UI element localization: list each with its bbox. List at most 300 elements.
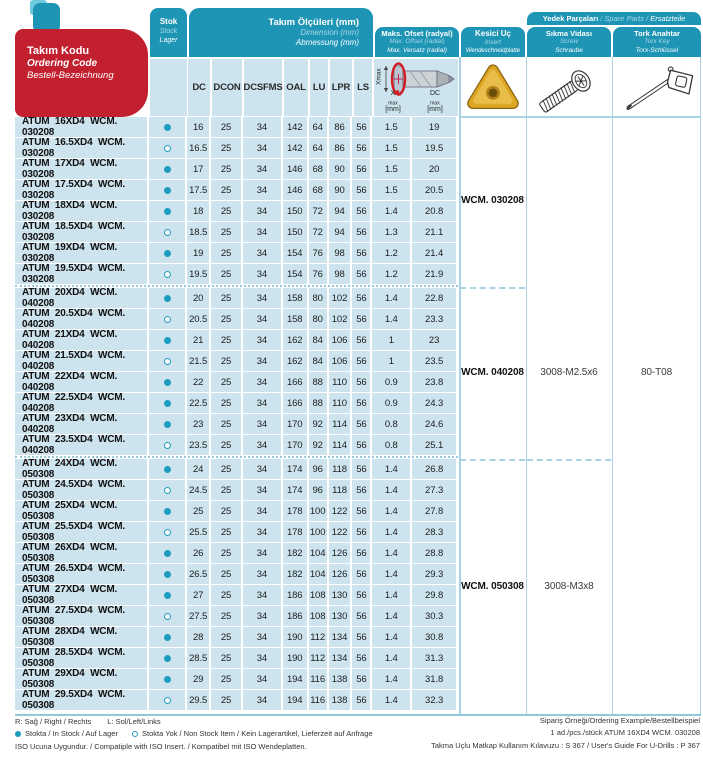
cell-oal: 166 (283, 372, 307, 392)
cell-dcsfms: 34 (243, 585, 281, 605)
cell-lpr: 110 (329, 372, 351, 392)
cell-dcmax: 23 (412, 330, 456, 350)
cell-dc: 20 (187, 288, 209, 308)
cell-stock (149, 606, 185, 626)
cell-ls: 56 (352, 501, 370, 521)
cell-dcsfms: 34 (243, 351, 281, 371)
cell-dcon: 25 (211, 393, 241, 413)
cell-oal: 182 (283, 543, 307, 563)
table-row (15, 117, 458, 137)
cell-lpr: 118 (329, 459, 351, 479)
cell-ls: 56 (352, 585, 370, 605)
cell-oal: 178 (283, 522, 307, 542)
cell-xmax: 1.3 (372, 222, 410, 242)
cell-dcmax: 28.3 (412, 522, 456, 542)
cell-lu: 84 (309, 351, 327, 371)
torx-key-image-cell (613, 59, 701, 116)
insert-code: WCM. 050308 (461, 581, 524, 592)
dim-col-label-lpr: LPR (330, 59, 352, 116)
cell-dcsfms: 34 (243, 180, 281, 200)
in-stock-dot (164, 337, 171, 344)
in-stock-dot (164, 400, 171, 407)
cell-dc: 16 (187, 117, 209, 137)
cell-dc: 19 (187, 243, 209, 263)
cell-dcmax: 20.8 (412, 201, 456, 221)
cell-lu: 104 (309, 564, 327, 584)
cell-code: ATUM 23.5XD4 WCM. 040208 (15, 435, 147, 455)
cell-dcmax: 19 (412, 117, 456, 137)
in-stock-dot (164, 166, 171, 173)
table-row (15, 435, 458, 455)
non-stock-dot (164, 229, 171, 236)
cell-dcmax: 30.3 (412, 606, 456, 626)
cell-lu: 108 (309, 606, 327, 626)
table-row (15, 669, 458, 689)
cell-oal: 162 (283, 330, 307, 350)
user-guide-ref: Takma Uçlu Matkap Kullanım Kılavuzu : S 367 / User's Guide For U-Drills : P 367 (431, 741, 700, 750)
cell-dcon: 25 (211, 648, 241, 668)
cell-lpr: 90 (329, 159, 351, 179)
dim-col-label-dcsfms: DCSFMS (244, 59, 282, 116)
cell-dcmax: 20.5 (412, 180, 456, 200)
cell-code: ATUM 21.5XD4 WCM. 040208 (15, 351, 147, 371)
dim-col-label-lu: LU (310, 59, 328, 116)
in-stock-dot (164, 634, 171, 641)
cell-stock (149, 459, 185, 479)
cell-dcon: 25 (211, 159, 241, 179)
cell-lu: 88 (309, 393, 327, 413)
cell-stock (149, 648, 185, 668)
cell-code: ATUM 19.5XD4 WCM. 030208 (15, 264, 147, 284)
cell-xmax: 1.4 (372, 585, 410, 605)
cell-dcon: 25 (211, 480, 241, 500)
non-stock-dot (164, 613, 171, 620)
clamping-screw-icon (529, 62, 609, 114)
cell-lpr: 102 (329, 309, 351, 329)
in-stock-dot (164, 124, 171, 131)
cell-dcsfms: 34 (243, 564, 281, 584)
cell-xmax: 1.4 (372, 627, 410, 647)
cell-dcsfms: 34 (243, 117, 281, 137)
cell-lpr: 122 (329, 522, 351, 542)
cell-code: ATUM 18.5XD4 WCM. 030208 (15, 222, 147, 242)
table-row (15, 243, 458, 263)
cell-lu: 100 (309, 522, 327, 542)
cell-dcmax: 20 (412, 159, 456, 179)
cell-xmax: 1.4 (372, 480, 410, 500)
cell-dcsfms: 34 (243, 543, 281, 563)
cell-xmax: 1.5 (372, 138, 410, 158)
in-stock-dot (164, 571, 171, 578)
max-offset-header: Maks. Ofset (radyal) Max. Offset (radial) Max. Versatz (radial) (375, 27, 459, 57)
cell-ls: 56 (352, 414, 370, 434)
cell-xmax: 1.4 (372, 543, 410, 563)
cell-oal: 190 (283, 627, 307, 647)
in-stock-dot (164, 508, 171, 515)
cell-dc: 19.5 (187, 264, 209, 284)
cell-dcon: 25 (211, 117, 241, 137)
cell-dcon: 25 (211, 606, 241, 626)
stock-subheader-cell (150, 59, 187, 116)
cell-dc: 27.5 (187, 606, 209, 626)
non-stock-dot (164, 529, 171, 536)
group-dashed-divider (527, 459, 611, 461)
cell-dc: 22 (187, 372, 209, 392)
dim-col-label-ls: LS (354, 59, 372, 116)
in-stock-dot (164, 592, 171, 599)
cell-lpr: 94 (329, 201, 351, 221)
legend-iso: ISO Ucuna Uygundur. / Compatiple with ISO Insert. / Kompatibel mit ISO Wendeplatten. (15, 742, 307, 751)
cell-oal: 150 (283, 222, 307, 242)
cell-lpr: 138 (329, 690, 351, 710)
ordering-example: 1 ad./pcs./stück ATUM 16XD4 WCM. 030208 (550, 728, 700, 737)
table-row (15, 522, 458, 542)
cell-oal: 158 (283, 309, 307, 329)
cell-stock (149, 222, 185, 242)
cell-code: ATUM 25XD4 WCM. 050308 (15, 501, 147, 521)
cell-stock (149, 522, 185, 542)
cell-oal: 162 (283, 351, 307, 371)
cell-dc: 20.5 (187, 309, 209, 329)
in-stock-dot (164, 676, 171, 683)
cell-oal: 186 (283, 585, 307, 605)
cell-code: ATUM 21XD4 WCM. 040208 (15, 330, 147, 350)
cell-xmax: 1.4 (372, 201, 410, 221)
cell-ls: 56 (352, 480, 370, 500)
cell-dcsfms: 34 (243, 288, 281, 308)
cell-lu: 108 (309, 585, 327, 605)
cell-dcon: 25 (211, 201, 241, 221)
cell-lpr: 102 (329, 288, 351, 308)
cell-dcmax: 31.8 (412, 669, 456, 689)
cell-dcon: 25 (211, 309, 241, 329)
cell-stock (149, 564, 185, 584)
cell-dcsfms: 34 (243, 501, 281, 521)
cell-ls: 56 (352, 459, 370, 479)
table-row (15, 201, 458, 221)
offset-sub-column-labels (374, 90, 458, 113)
cell-dcmax: 21.4 (412, 243, 456, 263)
screw-code: 3008-M2.5x6 (540, 367, 598, 378)
cell-lu: 116 (309, 669, 327, 689)
cell-lpr: 94 (329, 222, 351, 242)
cell-stock (149, 501, 185, 521)
cell-oal: 186 (283, 606, 307, 626)
cell-stock (149, 159, 185, 179)
ordering-table (15, 117, 458, 711)
cell-dcon: 25 (211, 222, 241, 242)
cell-code: ATUM 26.5XD4 WCM. 050308 (15, 564, 147, 584)
cell-code: ATUM 23XD4 WCM. 040208 (15, 414, 147, 434)
cell-oal: 190 (283, 648, 307, 668)
cell-xmax: 1.4 (372, 522, 410, 542)
cell-stock (149, 435, 185, 455)
cell-ls: 56 (352, 159, 370, 179)
cell-lpr: 86 (329, 138, 351, 158)
cell-dcmax: 30.8 (412, 627, 456, 647)
non-stock-dot (164, 358, 171, 365)
cell-lu: 76 (309, 243, 327, 263)
cell-code: ATUM 25.5XD4 WCM. 050308 (15, 522, 147, 542)
cell-dc: 26.5 (187, 564, 209, 584)
cell-dcmax: 24.6 (412, 414, 456, 434)
cell-ls: 56 (352, 627, 370, 647)
cell-lpr: 130 (329, 606, 351, 626)
cell-lpr: 126 (329, 564, 351, 584)
cell-dcon: 25 (211, 522, 241, 542)
cell-code: ATUM 18XD4 WCM. 030208 (15, 201, 147, 221)
cell-stock (149, 117, 185, 137)
cell-stock (149, 669, 185, 689)
cell-code: ATUM 17.5XD4 WCM. 030208 (15, 180, 147, 200)
cell-stock (149, 414, 185, 434)
cell-lu: 68 (309, 180, 327, 200)
cell-oal: 174 (283, 459, 307, 479)
cell-dc: 27 (187, 585, 209, 605)
cell-dcsfms: 34 (243, 138, 281, 158)
cell-dc: 29 (187, 669, 209, 689)
cell-xmax: 1.2 (372, 243, 410, 263)
cell-oal: 194 (283, 669, 307, 689)
cell-dcmax: 27.3 (412, 480, 456, 500)
cell-lpr: 86 (329, 117, 351, 137)
screw-column-header: Sıkma Vidası Screw Schraube (527, 27, 611, 57)
cell-lpr: 114 (329, 435, 351, 455)
cell-dcon: 25 (211, 690, 241, 710)
cell-dcmax: 26.8 (412, 459, 456, 479)
table-row (15, 414, 458, 434)
cell-ls: 56 (352, 243, 370, 263)
in-stock-dot (164, 379, 171, 386)
cell-stock (149, 627, 185, 647)
non-stock-dot (164, 487, 171, 494)
cell-ls: 56 (352, 117, 370, 137)
cell-oal: 146 (283, 180, 307, 200)
cell-ls: 56 (352, 669, 370, 689)
cell-dcsfms: 34 (243, 606, 281, 626)
cell-lpr: 134 (329, 627, 351, 647)
table-row (15, 138, 458, 158)
cell-code: ATUM 19XD4 WCM. 030208 (15, 243, 147, 263)
cell-dcon: 25 (211, 564, 241, 584)
cell-lu: 88 (309, 372, 327, 392)
table-row (15, 264, 458, 284)
cell-xmax: 1.5 (372, 180, 410, 200)
cell-dcmax: 21.1 (412, 222, 456, 242)
cell-ls: 56 (352, 606, 370, 626)
group-dashed-divider (460, 287, 525, 289)
non-stock-dot (164, 145, 171, 152)
cell-lpr: 134 (329, 648, 351, 668)
cell-xmax: 1 (372, 351, 410, 371)
cell-xmax: 1.4 (372, 669, 410, 689)
cell-lpr: 90 (329, 180, 351, 200)
offset-diagram-cell (374, 59, 458, 116)
cell-oal: 166 (283, 393, 307, 413)
cell-ls: 56 (352, 543, 370, 563)
cell-dcon: 25 (211, 264, 241, 284)
cell-dcon: 25 (211, 243, 241, 263)
in-stock-dot (164, 655, 171, 662)
cell-dc: 21.5 (187, 351, 209, 371)
cell-dcmax: 23.3 (412, 309, 456, 329)
cell-code: ATUM 16XD4 WCM. 030208 (15, 117, 147, 137)
table-row (15, 351, 458, 371)
cell-dcmax: 22.8 (412, 288, 456, 308)
cell-oal: 142 (283, 138, 307, 158)
cell-stock (149, 201, 185, 221)
cell-stock (149, 543, 185, 563)
non-stock-dot-icon (132, 731, 138, 737)
cell-dc: 22.5 (187, 393, 209, 413)
dimension-column-labels (188, 59, 374, 116)
table-row (15, 459, 458, 479)
svg-text:Xmax: Xmax (375, 68, 383, 85)
table-row (15, 480, 458, 500)
stock-column-header: Stok Stock Lager (150, 8, 187, 57)
cell-ls: 56 (352, 138, 370, 158)
cell-lpr: 114 (329, 414, 351, 434)
torx-key-code: 80-T08 (640, 367, 673, 378)
cell-oal: 170 (283, 435, 307, 455)
cell-stock (149, 351, 185, 371)
in-stock-dot (164, 187, 171, 194)
cell-dcsfms: 34 (243, 669, 281, 689)
table-row (15, 330, 458, 350)
cell-ls: 56 (352, 690, 370, 710)
table-row (15, 627, 458, 647)
table-row (15, 501, 458, 521)
cell-oal: 154 (283, 264, 307, 284)
cell-xmax: 0.9 (372, 372, 410, 392)
cell-lu: 80 (309, 288, 327, 308)
cell-stock (149, 330, 185, 350)
cell-code: ATUM 28.5XD4 WCM. 050308 (15, 648, 147, 668)
cell-dc: 23 (187, 414, 209, 434)
cell-lpr: 98 (329, 243, 351, 263)
cell-ls: 56 (352, 264, 370, 284)
cell-lpr: 110 (329, 393, 351, 413)
cell-lu: 64 (309, 138, 327, 158)
cell-ls: 56 (352, 522, 370, 542)
cell-lu: 96 (309, 459, 327, 479)
non-stock-dot (164, 316, 171, 323)
cell-stock (149, 138, 185, 158)
carbide-insert-icon (465, 63, 521, 113)
cell-oal: 182 (283, 564, 307, 584)
in-stock-dot (164, 466, 171, 473)
cell-dcon: 25 (211, 138, 241, 158)
in-stock-dot (164, 550, 171, 557)
cell-stock (149, 372, 185, 392)
in-stock-dot (164, 208, 171, 215)
cell-lpr: 98 (329, 264, 351, 284)
cell-lu: 104 (309, 543, 327, 563)
dcmax-column-label: DC $_{max}$ [mm] (427, 89, 443, 113)
ordering-example-title: Sipariş Örneği/Ordering Example/Bestellbeispiel (539, 716, 700, 725)
cell-code: ATUM 20XD4 WCM. 040208 (15, 288, 147, 308)
cell-dcsfms: 34 (243, 201, 281, 221)
cell-dcon: 25 (211, 669, 241, 689)
cell-xmax: 1.2 (372, 264, 410, 284)
cell-xmax: 1.5 (372, 159, 410, 179)
cell-ls: 56 (352, 180, 370, 200)
cell-dcsfms: 34 (243, 522, 281, 542)
cell-ls: 56 (352, 330, 370, 350)
cell-oal: 158 (283, 288, 307, 308)
cell-dcsfms: 34 (243, 243, 281, 263)
cell-dcon: 25 (211, 288, 241, 308)
table-row (15, 372, 458, 392)
cell-dcmax: 27.8 (412, 501, 456, 521)
cell-dc: 23.5 (187, 435, 209, 455)
cell-dc: 28.5 (187, 648, 209, 668)
cell-stock (149, 243, 185, 263)
in-stock-dot (164, 250, 171, 257)
cell-ls: 56 (352, 372, 370, 392)
table-row (15, 159, 458, 179)
insert-image-cell (461, 59, 525, 116)
spare-parts-header: Yedek Parçaları / Spare Parts / Ersatzteile (527, 12, 701, 25)
cell-lu: 72 (309, 201, 327, 221)
cell-dc: 26 (187, 543, 209, 563)
cell-dcmax: 21.9 (412, 264, 456, 284)
cell-lpr: 106 (329, 351, 351, 371)
screw-code-column (527, 117, 611, 714)
cell-dcmax: 29.3 (412, 564, 456, 584)
cell-lpr: 106 (329, 330, 351, 350)
xmax-column-label: X $_{max}$ [mm] (385, 89, 401, 113)
cell-ls: 56 (352, 351, 370, 371)
cell-lu: 64 (309, 117, 327, 137)
cell-ls: 56 (352, 288, 370, 308)
cell-code: ATUM 28XD4 WCM. 050308 (15, 627, 147, 647)
cell-stock (149, 264, 185, 284)
cell-dc: 17 (187, 159, 209, 179)
cell-oal: 174 (283, 480, 307, 500)
cell-stock (149, 690, 185, 710)
cell-lu: 72 (309, 222, 327, 242)
cell-xmax: 1.4 (372, 309, 410, 329)
cell-dcon: 25 (211, 543, 241, 563)
cell-stock (149, 180, 185, 200)
cell-dcmax: 29.8 (412, 585, 456, 605)
dimensions-header: Takım Ölçüleri (mm) Dimension (mm) Abmessung (mm) (189, 8, 373, 57)
cell-code: ATUM 27.5XD4 WCM. 050308 (15, 606, 147, 626)
cell-ls: 56 (352, 564, 370, 584)
screw-image-cell (527, 59, 611, 116)
cell-dcsfms: 34 (243, 480, 281, 500)
in-stock-dot (164, 421, 171, 428)
cell-dc: 24 (187, 459, 209, 479)
insert-code: WCM. 040208 (461, 367, 524, 378)
cell-lpr: 138 (329, 669, 351, 689)
table-row (15, 543, 458, 563)
cell-dcsfms: 34 (243, 330, 281, 350)
cell-code: ATUM 24.5XD4 WCM. 050308 (15, 480, 147, 500)
cell-dcsfms: 34 (243, 309, 281, 329)
cell-dcmax: 28.8 (412, 543, 456, 563)
cell-oal: 146 (283, 159, 307, 179)
dim-col-label-dc: DC (188, 59, 210, 116)
cell-lpr: 126 (329, 543, 351, 563)
cell-dc: 18 (187, 201, 209, 221)
cell-stock (149, 288, 185, 308)
cell-code: ATUM 16.5XD4 WCM. 030208 (15, 138, 147, 158)
cell-xmax: 1.4 (372, 564, 410, 584)
cell-lu: 92 (309, 414, 327, 434)
cell-dcsfms: 34 (243, 648, 281, 668)
